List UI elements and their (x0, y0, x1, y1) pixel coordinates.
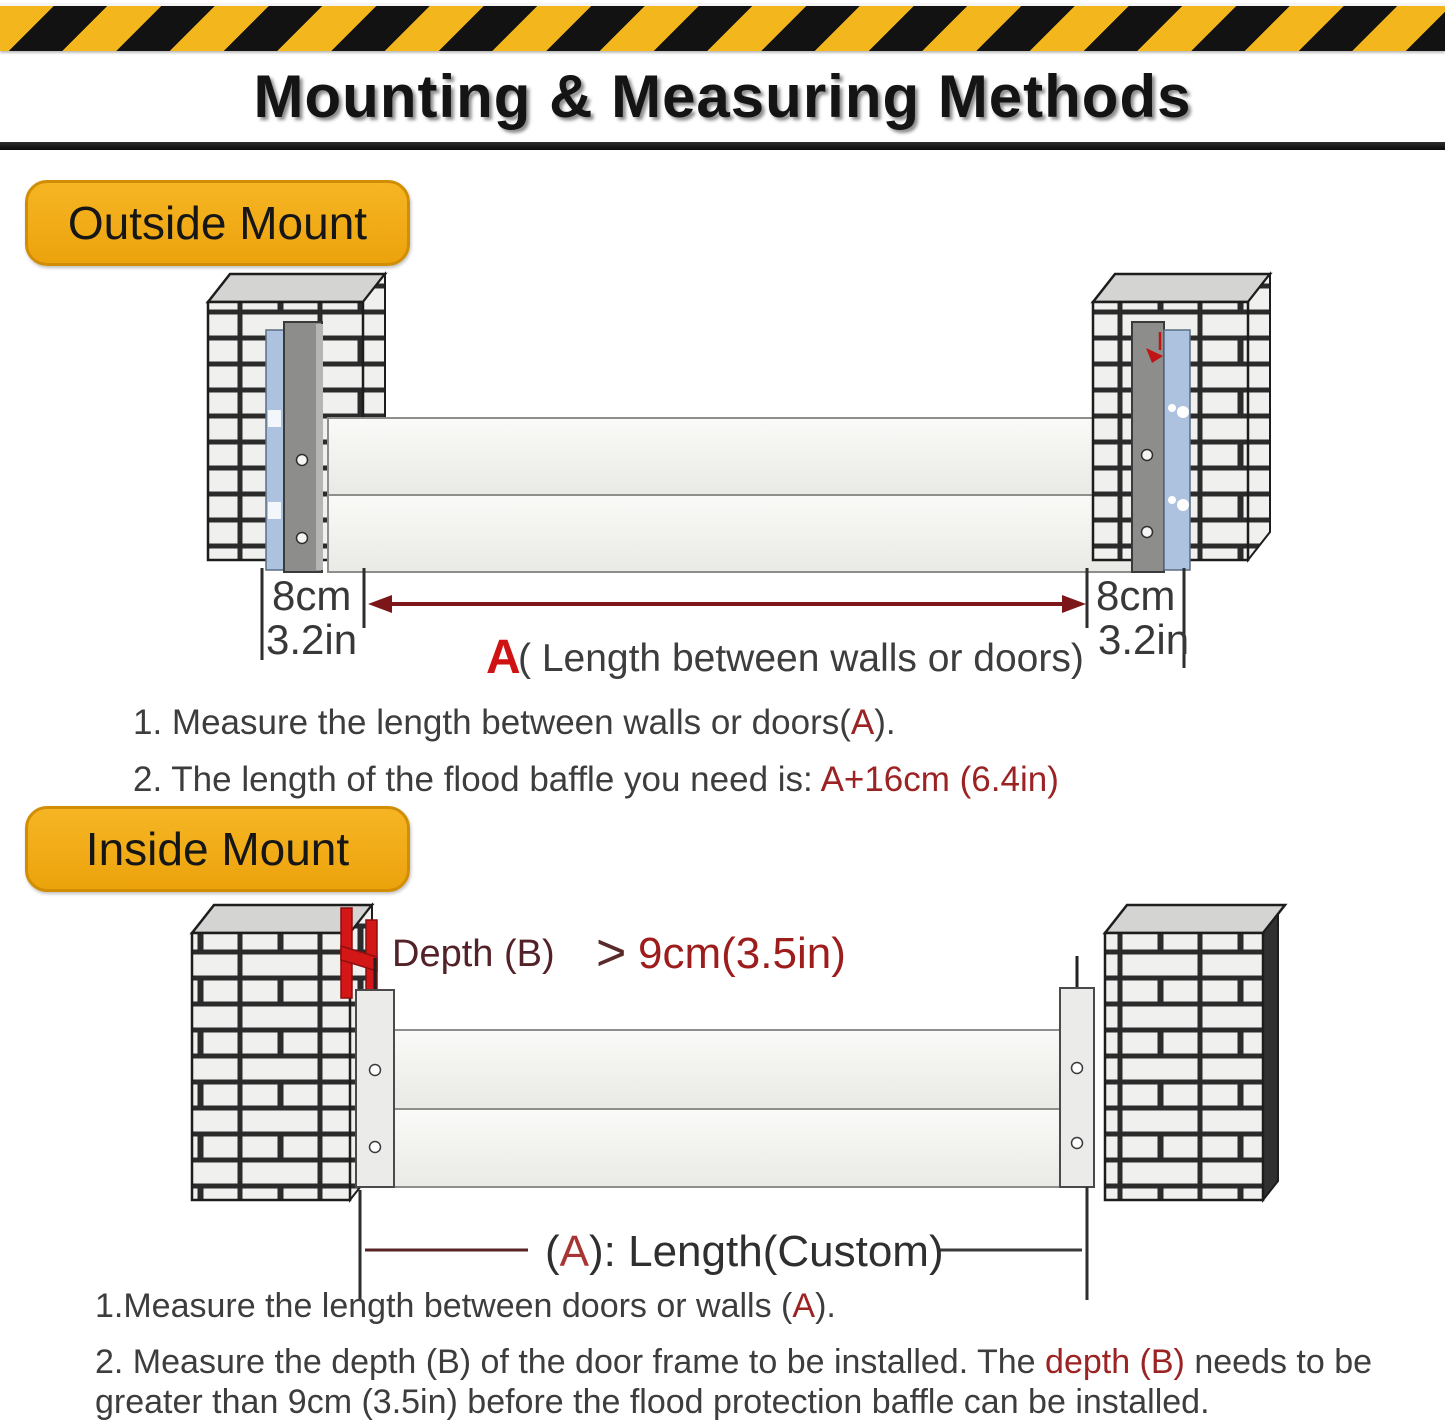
greater-than-sign: > (596, 924, 627, 982)
dimension-8cm-left (262, 568, 364, 663)
brick-pillar-right (1105, 905, 1285, 1200)
outside-step-2: 2. The length of the flood baffle you need is: A+16cm (6.4in) (133, 760, 1059, 799)
depth-label (392, 924, 846, 982)
length-custom-label: (A): Length(Custom) (545, 1227, 944, 1276)
length-label-rest: ( Length between walls or doors) (518, 637, 1084, 680)
title-row (0, 50, 1445, 142)
flood-barrier-panels (394, 1030, 1060, 1187)
outside-mount-badge (25, 180, 410, 266)
flood-barrier-panels (328, 418, 1132, 572)
depth-value: 9cm(3.5in) (638, 929, 846, 978)
page-title: Mounting & Measuring Methods (253, 62, 1192, 130)
mounting-channel-left (284, 322, 323, 572)
dim-left-cm: 8cm (272, 572, 352, 619)
dim-right-cm: 8cm (1096, 572, 1176, 619)
length-label-a: A (486, 631, 521, 680)
title-divider (0, 142, 1445, 150)
seal-strip-left (266, 330, 284, 570)
inside-step-2: 2. Measure the depth (B) of the door frame to be installed. The depth (B) needs to be greater than 9cm (3.5in) before the flood protection baffle can be installed. (95, 1343, 1373, 1421)
outside-diagram (0, 260, 1445, 680)
mounting-channel-right (1132, 322, 1164, 572)
inside-instructions (95, 1286, 1415, 1421)
outside-mount-badge-label: Outside Mount (67, 197, 368, 249)
outside-instructions (133, 694, 1403, 808)
dim-right-inch: 3.2in (1098, 616, 1190, 663)
inside-step-1: 1.Measure the length between doors or walls (A). (95, 1287, 836, 1325)
inside-diagram (0, 900, 1445, 1320)
length-arrow (368, 595, 1086, 613)
depth-label-text: Depth (B) (392, 933, 555, 975)
mounting-channel-left (356, 958, 394, 1187)
length-custom-dimension (360, 1187, 1087, 1300)
mounting-channel-right (1060, 956, 1094, 1187)
seal-strip-right (1164, 330, 1190, 570)
inside-mount-badge-label: Inside Mount (85, 823, 350, 875)
inside-mount-badge (25, 806, 410, 892)
length-label (486, 631, 1084, 680)
outside-step-1: 1. Measure the length between walls or doors(A). (133, 703, 896, 742)
hazard-stripe-banner (0, 3, 1445, 51)
dim-left-inch: 3.2in (266, 616, 358, 663)
dimension-8cm-right (1087, 568, 1189, 668)
